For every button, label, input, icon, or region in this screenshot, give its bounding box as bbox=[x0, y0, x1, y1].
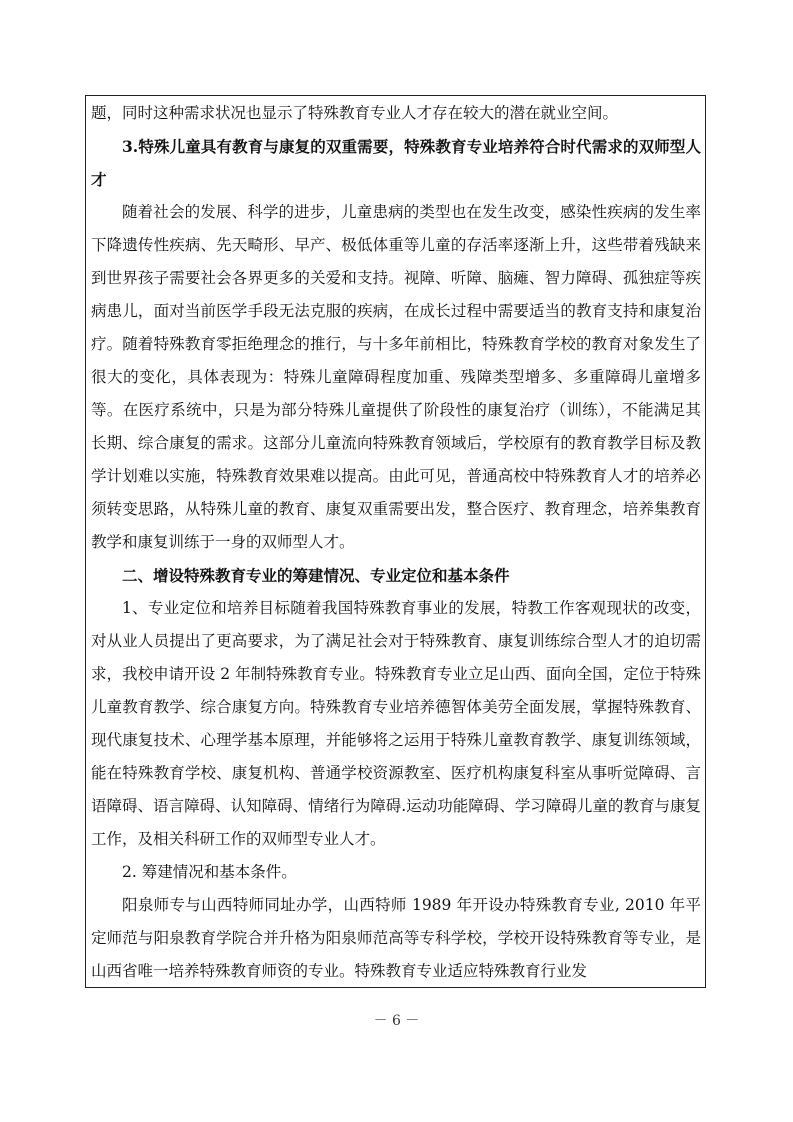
section-heading-2: 二、增设特殊教育专业的筹建情况、专业定位和基本条件 bbox=[122, 566, 510, 585]
paragraph-continuation: 题，同时这种需求状况也显示了特殊教育专业人才存在较大的潜在就业空间。 bbox=[91, 104, 619, 122]
document-body bbox=[91, 97, 701, 988]
paragraph-positioning: 1、专业定位和培养目标随着我国特殊教育事业的发展，特教工作客观现状的改变，对从业人员提出了更高要求，为了满足社会对于特殊教育、康复训练综合型人才的迫切需求，我校申请开设 2 年制特殊教育专业。特殊教育专业立足山西、面向全国，定位于特殊儿童教育教学、综合康复方向。特殊教育专业培养德智体美劳全面发展，掌握特殊教育、现代康复技术、心理学基本原理，并能够将之运用于特殊儿童教育教学、康复训练领域，能在特殊教育学校、康复机构、普通学校资源教室、医疗机构康复科室从事听觉障碍、言语障碍、语言障碍、认知障碍、情绪行为障碍.运动功能障碍、学习障碍儿童的教育与康复工作，及相关科研工作的双师型专业人才。 bbox=[91, 599, 701, 848]
paragraph-preparation: 阳泉师专与山西特师同址办学，山西特师 1989 年开设办特殊教育专业, 2010 年平定师范与阳泉教育学院合并升格为阳泉师范高等专科学校，学校开设特殊教育等专业，是山西省唯一培养特殊教育师资的专业。特殊教育专业适应特殊教育行业发 bbox=[91, 896, 701, 980]
section-heading-3: 3.特殊儿童具有教育与康复的双重需要，特殊教育专业培养符合时代需求的双师型人才 bbox=[91, 137, 701, 189]
page-number: － 6 － bbox=[373, 1013, 420, 1029]
paragraph-preparation-title: 2. 筹建情况和基本条件。 bbox=[122, 863, 297, 881]
paragraph-dual-needs: 随着社会的发展、科学的进步，儿童患病的类型也在发生改变，感染性疾病的发生率下降遗传性疾病、先天畸形、早产、极低体重等儿童的存活率逐渐上升，这些带着残缺来到世界孩子需要社会各界更多的关爱和支持。视障、听障、脑瘫、智力障碍、孤独症等疾病患儿，面对当前医学手段无法克服的疾病，在成长过程中需要适当的教育支持和康复治疗。随着特殊教育零拒绝理念的推行，与十多年前相比，特殊教育学校的教育对象发生了很大的变化，具体表现为：特殊儿童障碍程度加重、残障类型增多、多重障碍儿童增多等。在医疗系统中，只是为部分特殊儿童提供了阶段性的康复治疗（训练），不能满足其长期、综合康复的需求。这部分儿童流向特殊教育领域后，学校原有的教育教学目标及教学计划难以实施，特殊教育效果难以提高。由此可见，普通高校中特殊教育人才的培养必须转变思路，从特殊儿童的教育、康复双重需要出发，整合医疗、教育理念，培养集教育教学和康复训练于一身的双师型人才。 bbox=[91, 203, 701, 551]
